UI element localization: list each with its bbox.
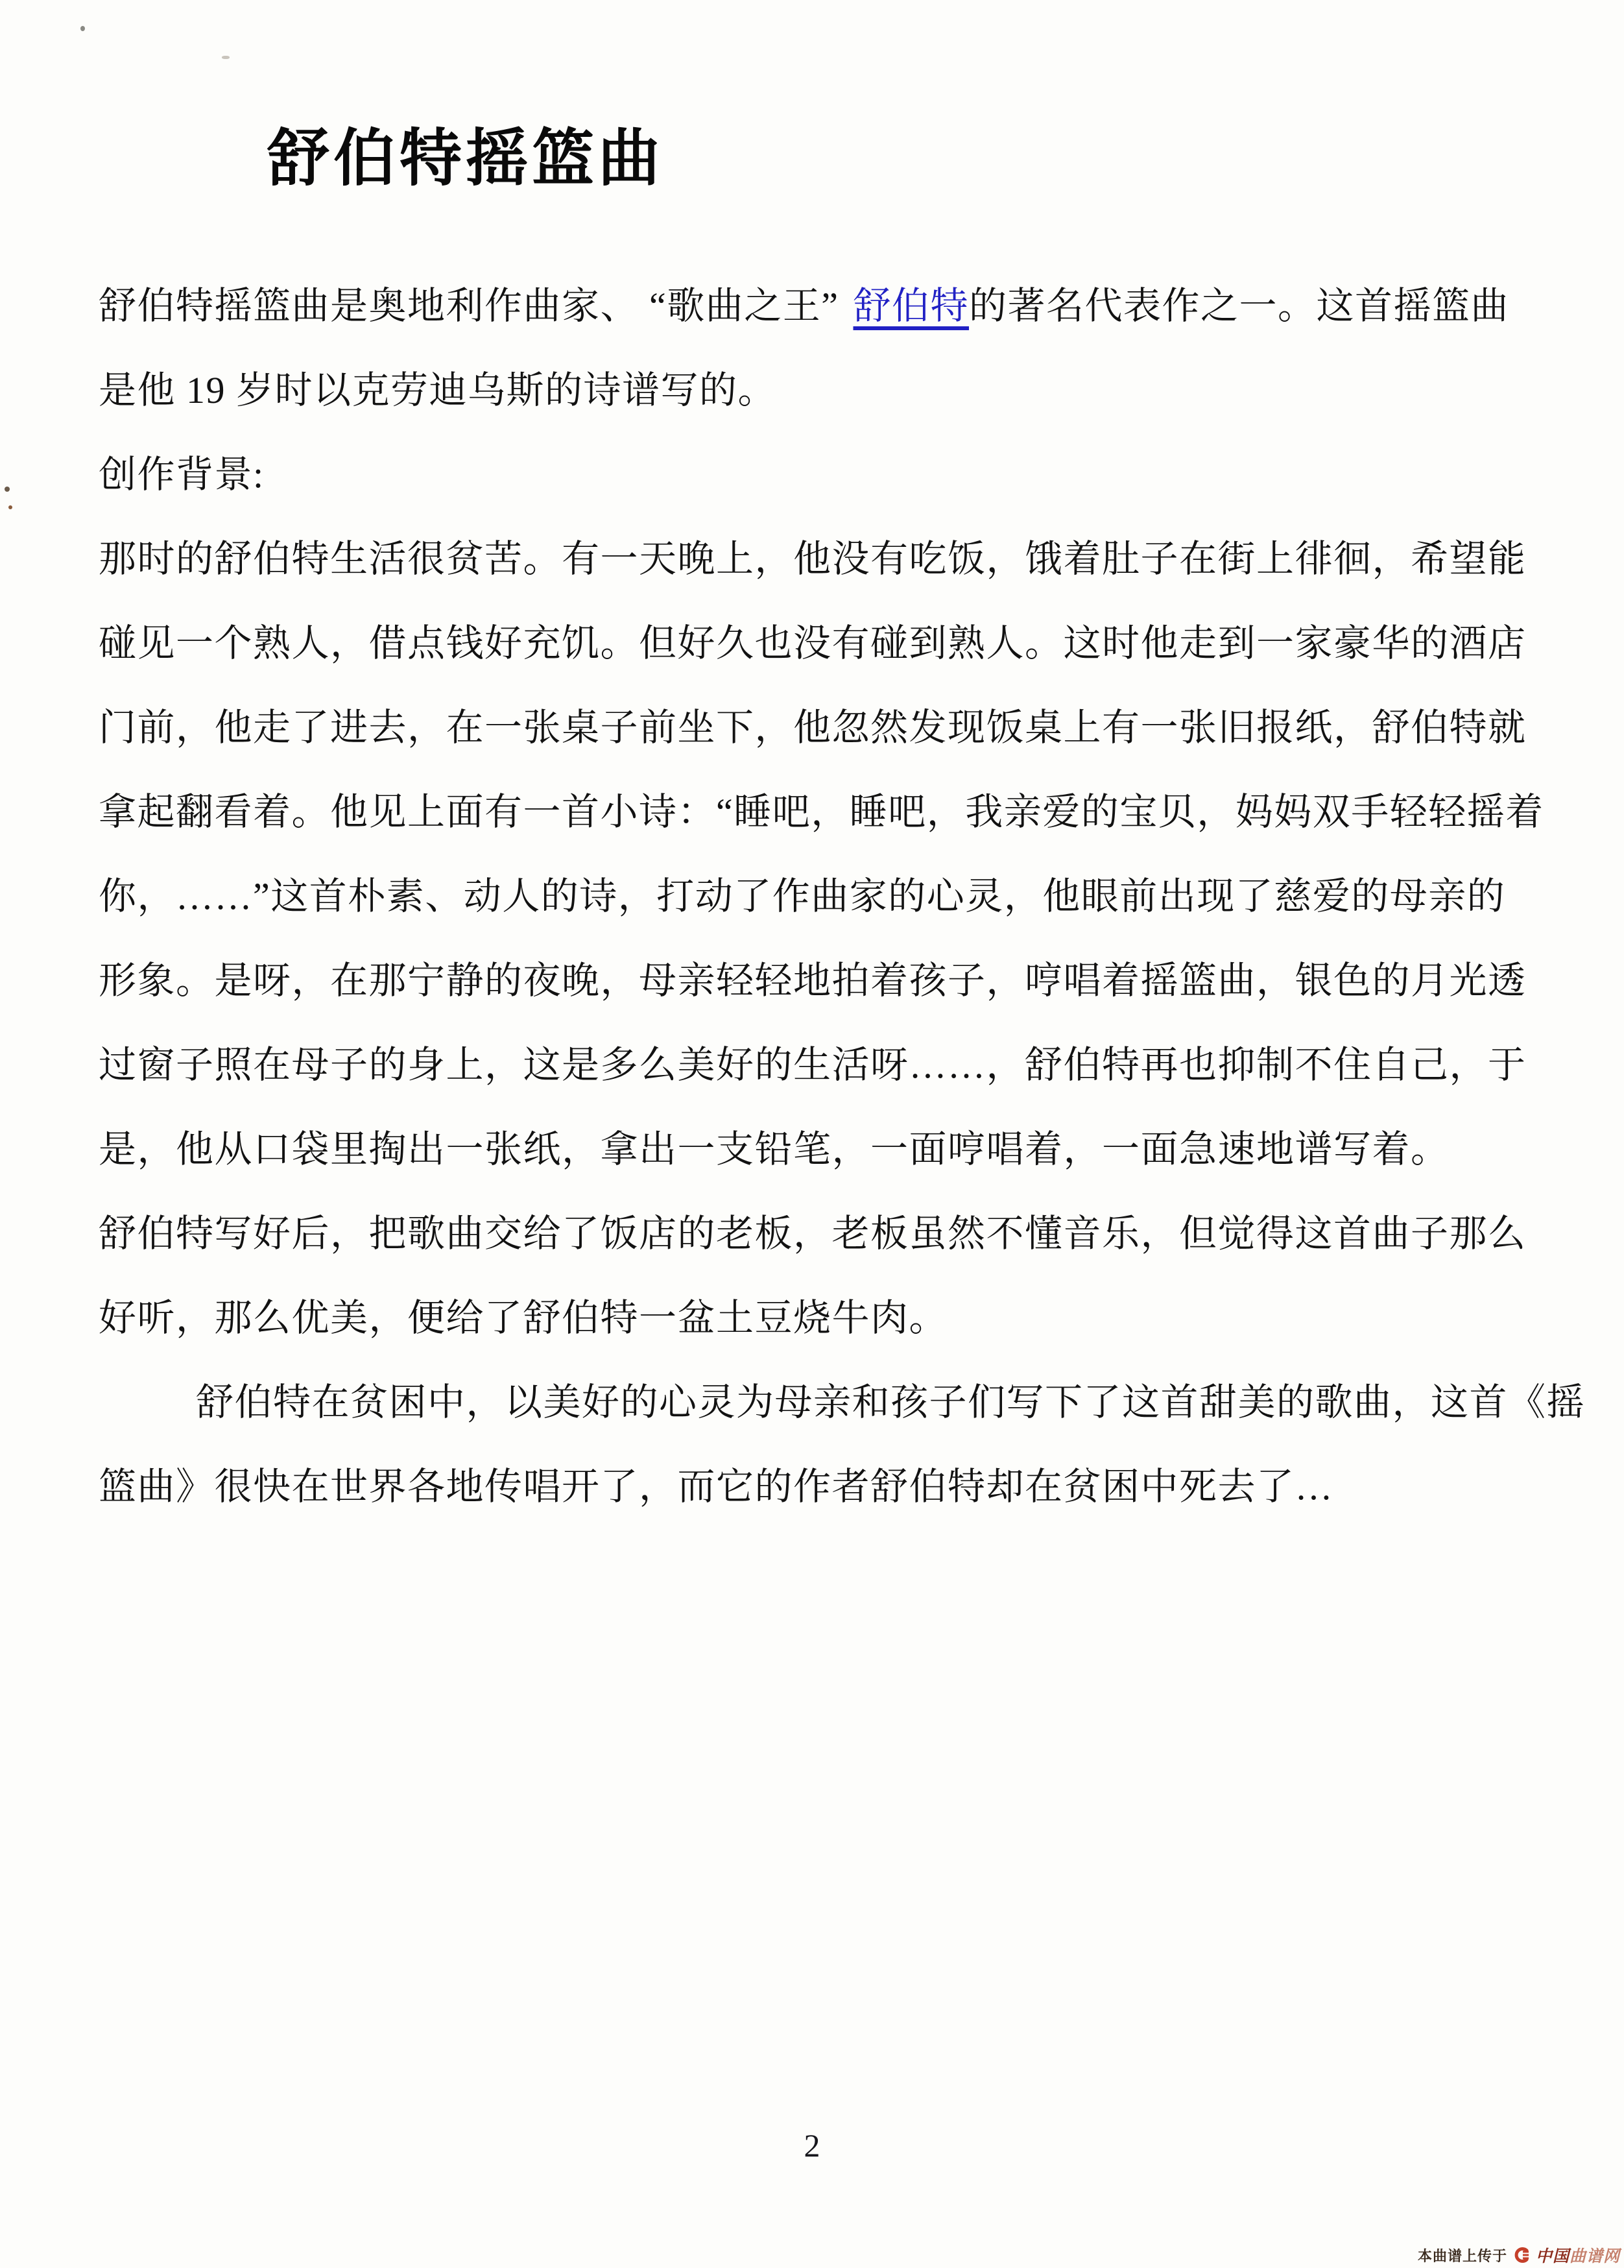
intro-line1-post: 的著名代表作之一。这首摇篮曲 [969,285,1510,327]
intro-line1-pre: 舒伯特摇篮曲是奥地利作曲家、 “歌曲之王” [99,285,839,327]
paragraph-line: 你，……”这首朴素、动人的诗，打动了作曲家的心灵，他眼前出现了慈爱的母亲的 [99,875,1506,917]
schubert-link[interactable]: 舒伯特 [853,285,970,327]
paragraph-line: 碰见一个熟人，借点钱好充饥。但好久也没有碰到熟人。这时他走到一家豪华的酒店 [99,622,1527,664]
paragraph-line [99,264,1532,348]
scan-speck [222,56,230,59]
paragraph-line: 是他 19 岁时以克劳迪乌斯的诗谱写的。 [99,369,777,411]
paragraph-line: 拿起翻看着。他见上面有一首小诗：“睡吧，睡吧，我亲爱的宝贝，妈妈双手轻轻摇着 [99,791,1544,833]
qupu-logo-icon [1512,2246,1531,2264]
paragraph-line: 舒伯特写好后，把歌曲交给了饭店的老板，老板虽然不懂音乐，但觉得这首曲子那么 [99,1212,1527,1255]
watermark-brand [1536,2243,1620,2267]
site-watermark [1418,2243,1620,2267]
paragraph-line: 篮曲》很快在世界各地传唱开了，而它的作者舒伯特却在贫困中死去了… [99,1466,1334,1508]
paragraph-line: 那时的舒伯特生活很贫苦。有一天晚上，他没有吃饭，饿着肚子在街上徘徊，希望能 [99,538,1527,580]
watermark-brand-light: 曲谱网 [1569,2247,1620,2265]
paragraph-line: 舒伯特在贫困中，以美好的心灵为母亲和孩子们写下了这首甜美的歌曲，这首《摇 [196,1381,1586,1423]
paragraph-line: 形象。是呀，在那宁静的夜晚，母亲轻轻地拍着孩子，哼唱着摇篮曲，银色的月光透 [99,959,1527,1002]
watermark-prefix-label: 本曲谱上传于 [1417,2247,1507,2264]
watermark-brand-dark: 中国 [1535,2247,1570,2265]
paragraph-line: 好听，那么优美，便给了舒伯特一盆土豆烧牛肉。 [99,1297,948,1339]
page-number: 2 [804,2127,820,2164]
scan-speck [80,26,85,31]
page-title: 舒伯特摇篮曲 [267,124,664,193]
scan-speck [8,505,12,509]
paragraph-line: 门前，他走了进去，在一张桌子前坐下，他忽然发现饭桌上有一张旧报纸，舒伯特就 [99,706,1527,749]
paragraph-line: 是，他从口袋里掏出一张纸，拿出一支铅笔，一面哼唱着，一面急速地谱写着。 [99,1128,1450,1170]
section-heading: 创作背景: [99,453,265,496]
paragraph-line: 过窗子照在母子的身上，这是多么美好的生活呀……，舒伯特再也抑制不住自己，于 [99,1044,1527,1086]
scan-speck [5,487,10,492]
body-text [99,264,1586,1529]
